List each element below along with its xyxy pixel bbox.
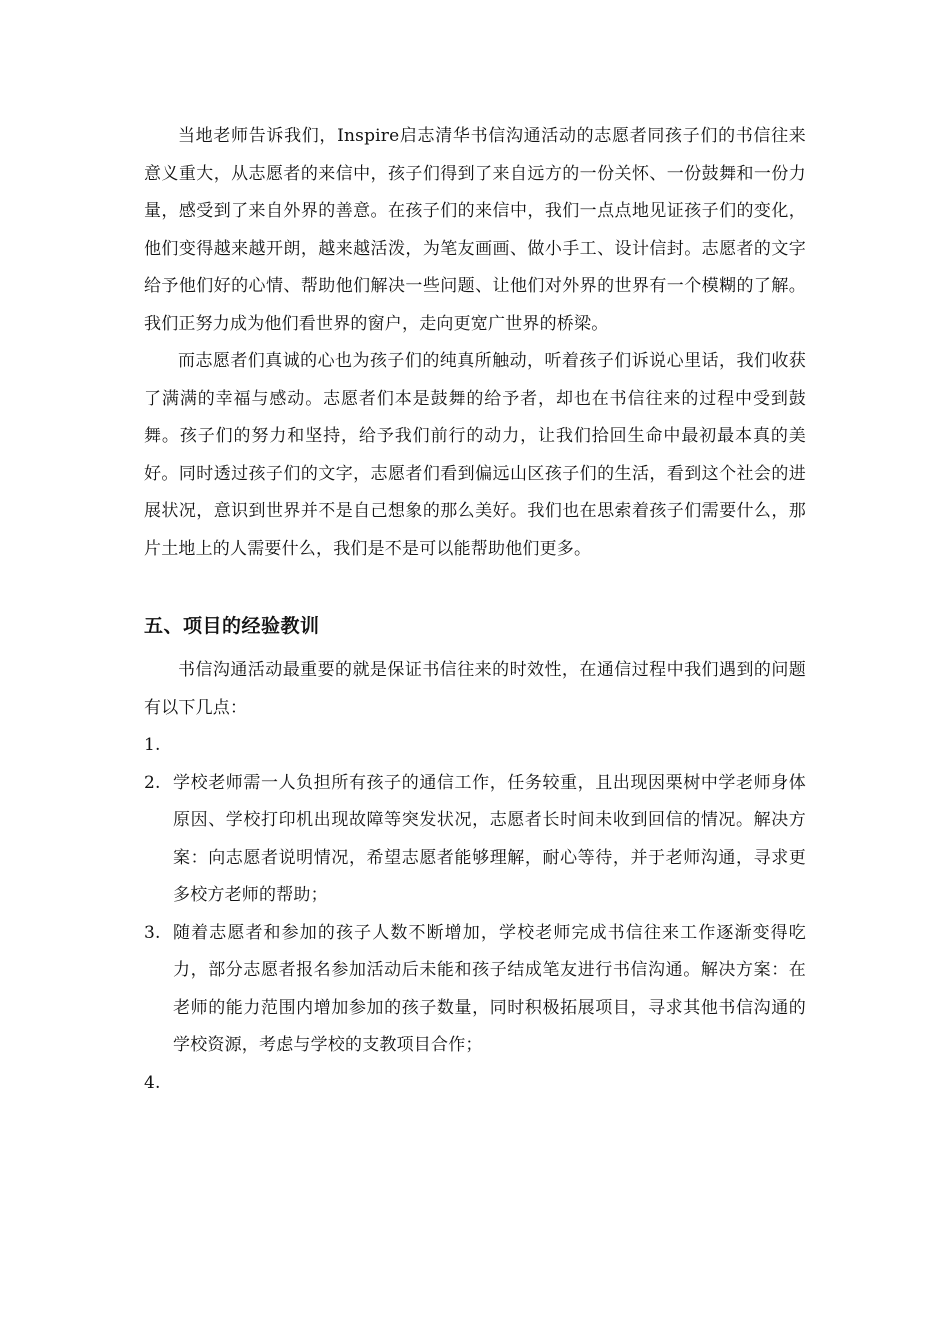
section-heading: 五、项目的经验教训: [144, 615, 320, 637]
body-paragraph: 当地老师告诉我们，Inspire启志清华书信沟通活动的志愿者同孩子们的书信往来意义重大，从志愿者的来信中，孩子们得到了来自远方的一份关怀、一份鼓舞和一份力量，感受到了来自外界的善意。在孩子们的来信中，我们一点点地见证孩子们的变化，他们变得越来越开朗，越来越活泼，为笔友画画、做小手工、设计信封。志愿者的文字给予他们好的心情、帮助他们解决一些问题、让他们对外界的世界有一个模糊的了解。我们正努力成为他们看世界的窗户，走向更宽广世界的桥梁。: [144, 126, 806, 334]
list-item: [144, 765, 806, 915]
list-number: 2.: [144, 772, 161, 793]
list-item-text: 随着志愿者和参加的孩子人数不断增加，学校老师完成书信往来工作逐渐变得吃力，部分志愿者报名参加活动后未能和孩子结成笔友进行书信沟通。解决方案：在老师的能力范围内增加参加的孩子数量，同时积极拓展项目，寻求其他书信沟通的学校资源，考虑与学校的支教项目合作；: [173, 922, 806, 1055]
issue-list: [144, 727, 806, 1102]
list-item: [144, 727, 806, 765]
list-number: 1.: [144, 735, 161, 755]
list-item: [144, 915, 806, 1065]
list-item: [144, 1065, 806, 1103]
document-page: [144, 118, 806, 1102]
section-intro: 书信沟通活动最重要的就是保证书信往来的时效性，在通信过程中我们遇到的问题有以下几点：: [144, 660, 806, 718]
list-number: 3.: [144, 922, 161, 943]
list-item-text: 学校老师需一人负担所有孩子的通信工作，任务较重，且出现因栗树中学老师身体原因、学校打印机出现故障等突发状况，志愿者长时间未收到回信的情况。解决方案：向志愿者说明情况，希望志愿者能够理解，耐心等待，并于老师沟通，寻求更多校方老师的帮助；: [173, 772, 806, 905]
list-number: 4.: [144, 1072, 161, 1093]
body-paragraph: 而志愿者们真诚的心也为孩子们的纯真所触动，听着孩子们诉说心里话，我们收获了满满的幸福与感动。志愿者们本是鼓舞的给予者，却也在书信往来的过程中受到鼓舞。孩子们的努力和坚持，给予我们前行的动力，让我们拾回生命中最初最本真的美好。同时透过孩子们的文字，志愿者们看到偏远山区孩子们的生活，看到这个社会的进展状况，意识到世界并不是自己想象的那么美好。我们也在思索着孩子们需要什么，那片土地上的人需要什么，我们是不是可以能帮助他们更多。: [144, 351, 806, 559]
